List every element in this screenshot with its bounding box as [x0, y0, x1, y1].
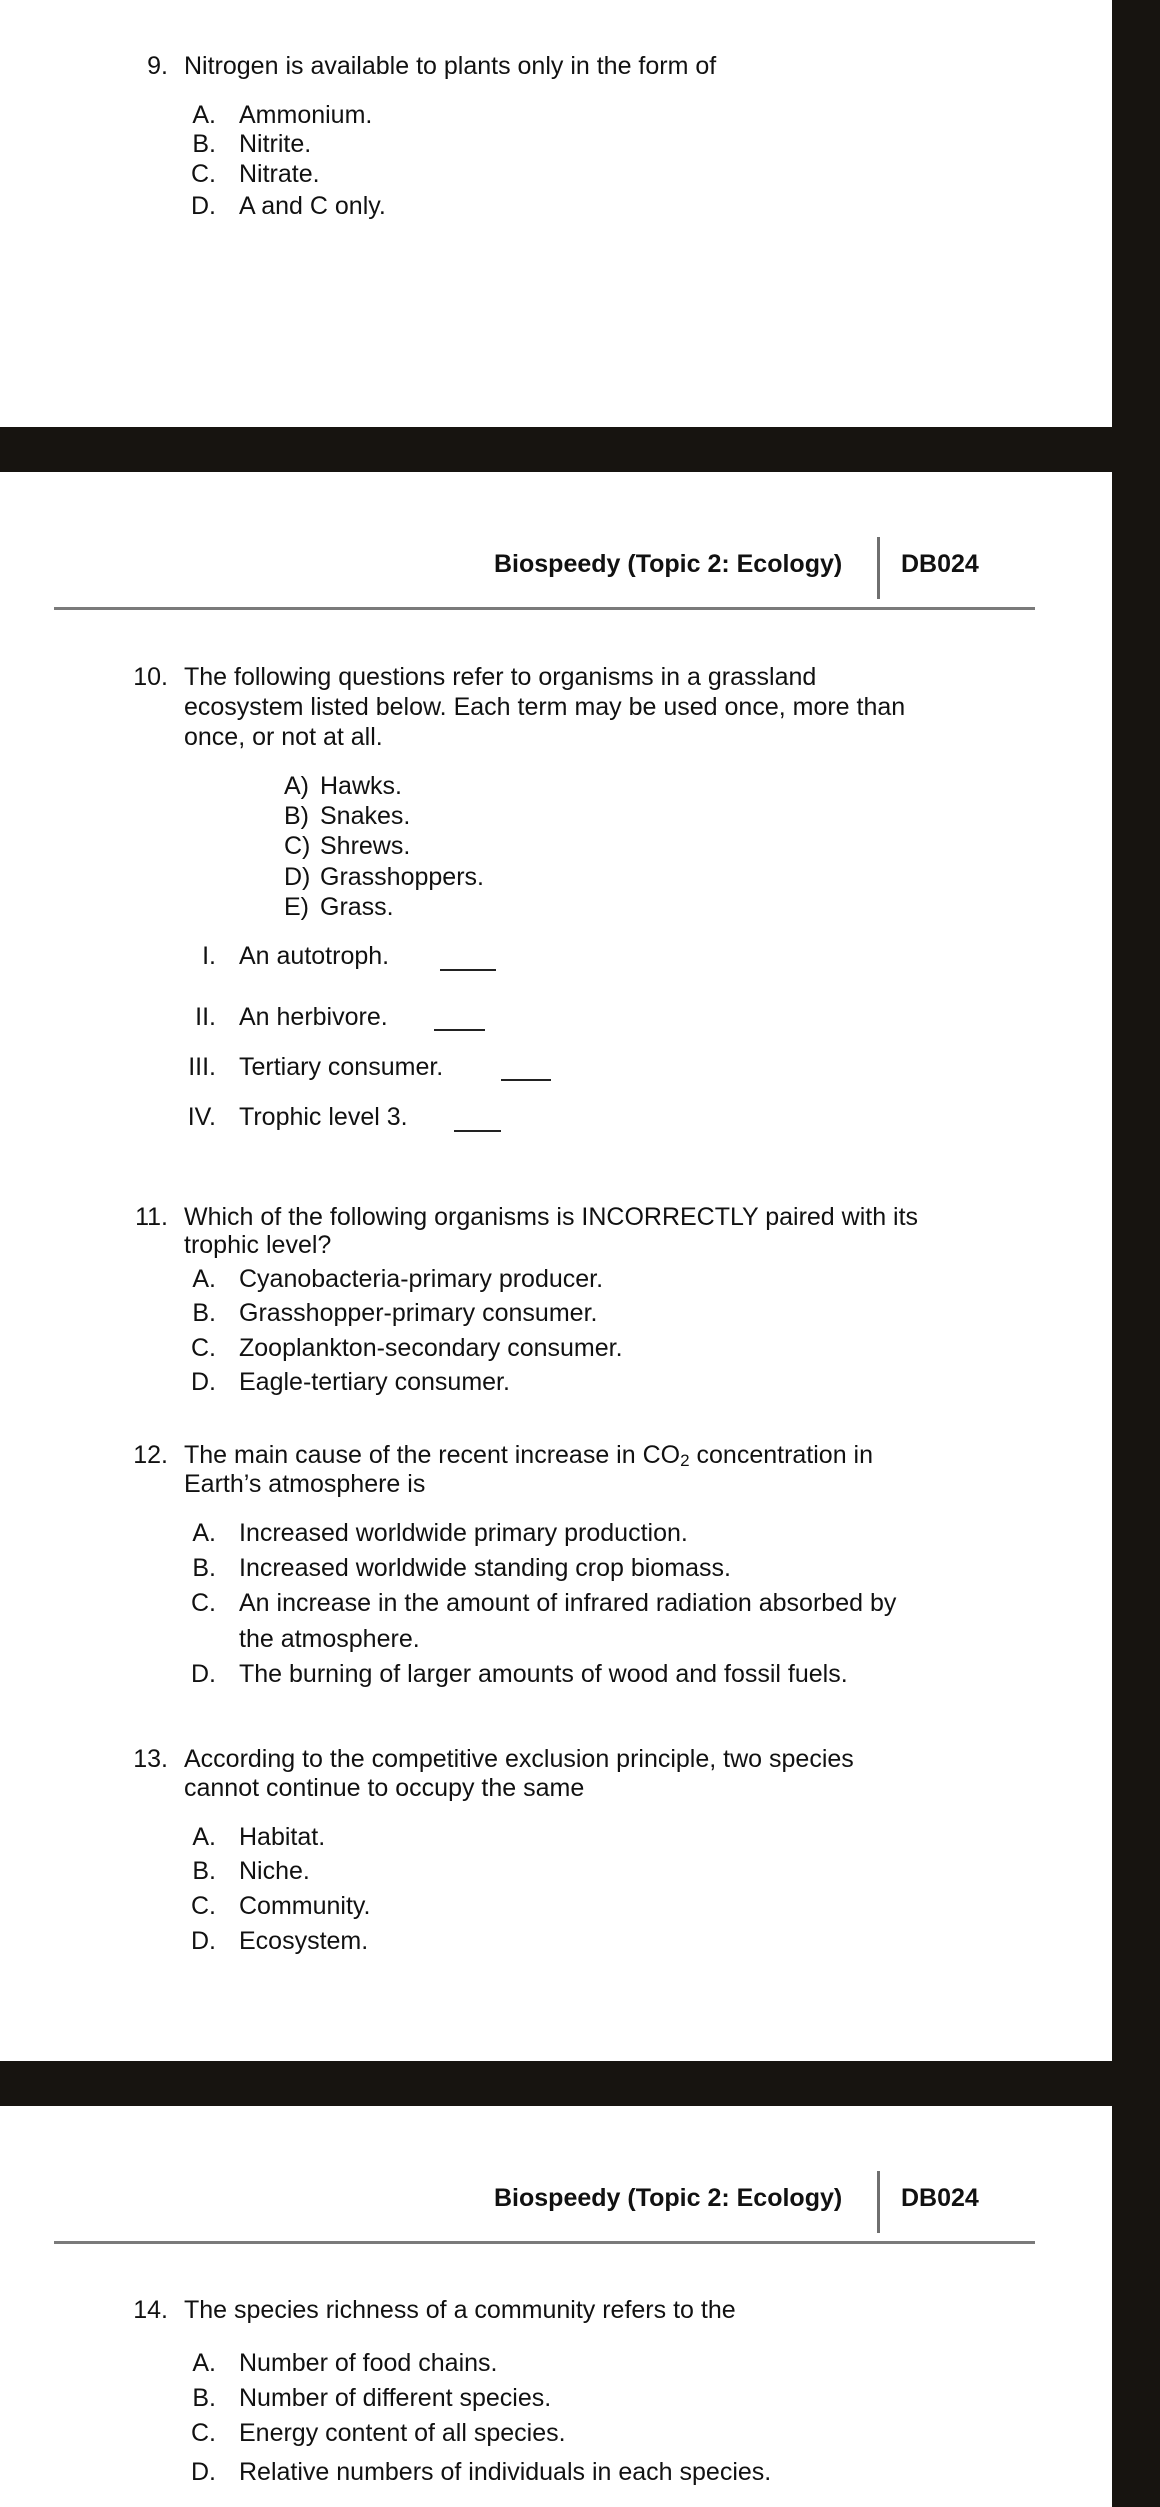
option-letter: A.	[192, 101, 216, 129]
question-text-line: Earth’s atmosphere is	[184, 1470, 426, 1498]
question-text-line: Which of the following organisms is INCORRECTLY paired with its	[184, 1203, 919, 1231]
header-rule	[54, 607, 1035, 610]
question-number: 12.	[133, 1441, 168, 1469]
header-code: DB024	[901, 550, 979, 578]
page-3	[0, 2106, 1112, 2507]
header-divider	[877, 537, 880, 599]
option-text: Grasshopper-primary consumer.	[239, 1299, 598, 1327]
header-title: Biospeedy (Topic 2: Ecology)	[494, 550, 843, 578]
option-text-continued: the atmosphere.	[239, 1625, 420, 1653]
item-roman: I.	[202, 942, 216, 970]
option-text: Number of food chains.	[239, 2349, 498, 2377]
option-letter: C.	[191, 1589, 216, 1617]
option-letter: C.	[191, 2419, 216, 2447]
question-text-line: trophic level?	[184, 1231, 332, 1259]
option-letter: D.	[191, 1927, 216, 1955]
term-letter: A)	[284, 772, 309, 800]
option-letter: C.	[191, 1892, 216, 1920]
answer-blank	[501, 1079, 551, 1081]
option-letter: A.	[192, 1265, 216, 1293]
question-number: 14.	[133, 2296, 168, 2324]
option-letter: D.	[191, 1660, 216, 1688]
option-letter: C.	[191, 1334, 216, 1362]
option-letter: D.	[191, 192, 216, 220]
option-text: Number of different species.	[239, 2384, 552, 2412]
term-letter: D)	[284, 863, 311, 891]
question-text-line: ecosystem listed below. Each term may be used once, more than	[184, 693, 906, 721]
option-text: Relative numbers of individuals in each species.	[239, 2458, 772, 2486]
option-letter: B.	[192, 2384, 216, 2412]
header-code: DB024	[901, 2184, 979, 2212]
question-text-line: once, or not at all.	[184, 723, 383, 751]
term-text: Snakes.	[320, 802, 411, 830]
item-text: An herbivore.	[239, 1003, 388, 1031]
item-text: An autotroph.	[239, 942, 390, 970]
header-title: Biospeedy (Topic 2: Ecology)	[494, 2184, 843, 2212]
option-letter: A.	[192, 1519, 216, 1547]
option-text: Ammonium.	[239, 101, 373, 129]
option-text: Energy content of all species.	[239, 2419, 566, 2447]
term-letter: C)	[284, 832, 311, 860]
header-rule	[54, 2241, 1035, 2244]
option-text: Habitat.	[239, 1823, 326, 1851]
option-text: Zooplankton-secondary consumer.	[239, 1334, 623, 1362]
question-text-line: cannot continue to occupy the same	[184, 1774, 585, 1802]
page-1	[0, 0, 1112, 427]
header-divider	[877, 2171, 880, 2233]
option-text: Ecosystem.	[239, 1927, 369, 1955]
question-text-part: concentration in	[689, 1441, 874, 1469]
item-roman: II.	[195, 1003, 216, 1031]
question-number: 10.	[133, 663, 168, 691]
term-text: Grass.	[320, 893, 394, 921]
term-text: Shrews.	[320, 832, 411, 860]
option-letter: A.	[192, 2349, 216, 2377]
option-text: A and C only.	[239, 192, 386, 220]
subscript: 2	[680, 1451, 690, 1470]
option-letter: D.	[191, 1368, 216, 1396]
page-2	[0, 472, 1112, 2061]
option-letter: A.	[192, 1823, 216, 1851]
option-text: Increased worldwide standing crop biomass.	[239, 1554, 731, 1582]
option-text: Nitrite.	[239, 130, 312, 158]
option-letter: B.	[192, 1299, 216, 1327]
question-text-line: According to the competitive exclusion principle, two species	[184, 1745, 854, 1773]
option-text: Niche.	[239, 1857, 310, 1885]
question-text: Nitrogen is available to plants only in the form of	[184, 52, 717, 80]
question-text-line: The following questions refer to organisms in a grassland	[184, 663, 817, 691]
item-text: Trophic level 3.	[239, 1103, 408, 1131]
answer-blank	[440, 969, 496, 971]
option-text: An increase in the amount of infrared radiation absorbed by	[239, 1589, 897, 1617]
option-letter: B.	[192, 130, 216, 158]
item-roman: IV.	[187, 1103, 216, 1131]
option-text: Nitrate.	[239, 160, 320, 188]
option-text: Eagle-tertiary consumer.	[239, 1368, 510, 1396]
option-text: The burning of larger amounts of wood and fossil fuels.	[239, 1660, 848, 1688]
option-letter: C.	[191, 160, 216, 188]
term-text: Hawks.	[320, 772, 402, 800]
question-text-part: The main cause of the recent increase in CO	[184, 1441, 681, 1469]
option-text: Community.	[239, 1892, 371, 1920]
option-letter: D.	[191, 2458, 216, 2486]
option-text: Increased worldwide primary production.	[239, 1519, 688, 1547]
question-number: 11.	[135, 1203, 168, 1231]
option-letter: B.	[192, 1857, 216, 1885]
term-letter: B)	[284, 802, 309, 830]
question-number: 13.	[133, 1745, 168, 1773]
item-text: Tertiary consumer.	[239, 1053, 444, 1081]
item-roman: III.	[188, 1053, 216, 1081]
term-text: Grasshoppers.	[320, 863, 484, 891]
option-letter: B.	[192, 1554, 216, 1582]
term-letter: E)	[284, 893, 309, 921]
answer-blank	[434, 1029, 485, 1031]
question-number: 9.	[147, 52, 168, 80]
answer-blank	[454, 1130, 501, 1132]
option-text: Cyanobacteria-primary producer.	[239, 1265, 604, 1293]
question-text: The species richness of a community refers to the	[184, 2296, 736, 2324]
